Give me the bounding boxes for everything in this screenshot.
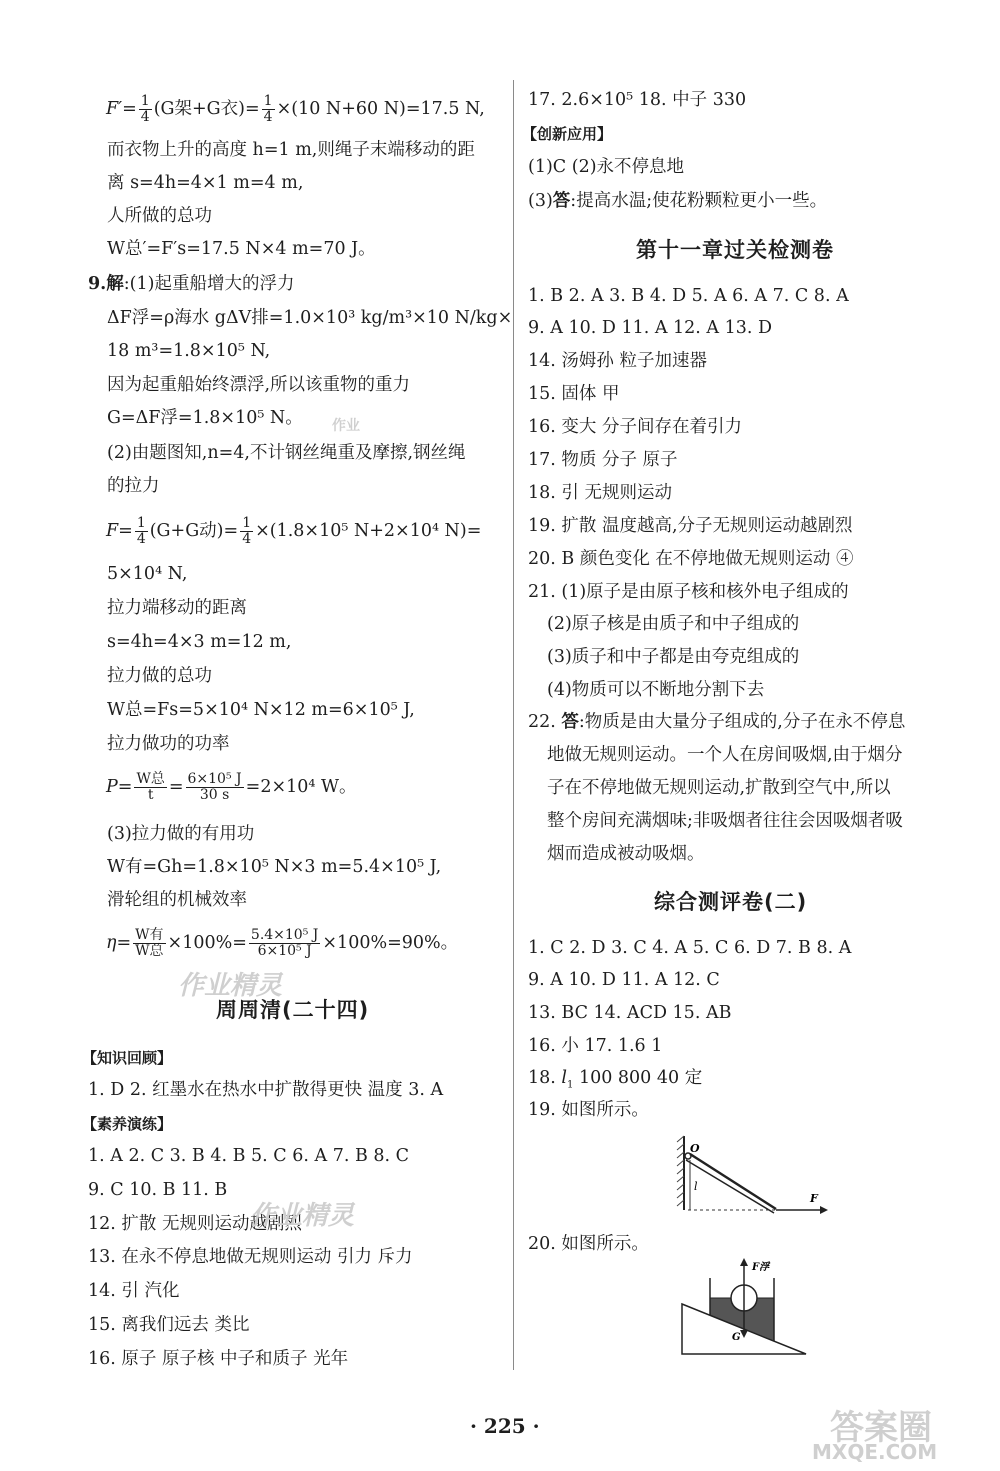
formula-line: F′= $\frac{1}{4}$ (G架+G衣)= $\frac{1}{4}$ ×(10 N+60 N)=17.5 N, [106, 93, 485, 125]
buoyancy-figure [680, 1258, 810, 1358]
text-watermark: 作业精灵 [250, 1201, 355, 1231]
answer-line: 子在不停地做无规则运动,扩散到空气中,所以 [547, 778, 891, 798]
corner-watermark: 答案圈 [830, 1408, 932, 1448]
formula-line: η= $\frac{\text{W有}}{\text{W总}}$ ×100%= $\frac{\text{5.4×10⁵ J}}{\text{6×10⁵ J}}$ ×100%=90%。 [106, 927, 459, 959]
text-line: (2)由题图知,n=4,不计钢丝绳重及摩擦,钢丝绳 [107, 443, 466, 463]
answer-line: 19. 如图所示。 [528, 1100, 649, 1120]
answer-line: 14. 引 汽化 [88, 1281, 180, 1301]
answer-line: 17. 2.6×10⁵ 18. 中子 330 [528, 90, 747, 110]
answer-line: (3)质子和中子都是由夸克组成的 [547, 647, 800, 667]
text-line: 滑轮组的机械效率 [107, 890, 247, 910]
answer-line: (2)原子核是由质子和中子组成的 [547, 614, 800, 634]
formula-line: F= $\frac{1}{4}$ (G+G动)= $\frac{1}{4}$ ×(1.8×10⁵ N+2×10⁴ N)= [106, 515, 482, 547]
text-line: 人所做的总功 [107, 206, 212, 226]
answer-line: 1. C 2. D 3. C 4. A 5. C 6. D 7. B 8. A [528, 938, 852, 958]
answer-line: 13. 在永不停息地做无规则运动 引力 斥力 [88, 1247, 413, 1267]
text-line: 的拉力 [107, 476, 160, 496]
answer-line: 9. C 10. B 11. B [88, 1180, 228, 1200]
answer-line: 22. 答:物质是由大量分子组成的,分子在永不停息 [528, 712, 906, 732]
answer-line: 地做无规则运动。一个人在房间吸烟,由于烟分 [547, 745, 903, 765]
answer-line: 16. 原子 原子核 中子和质子 光年 [88, 1349, 349, 1369]
text-line: W总′=F′s=17.5 N×4 m=70 J。 [107, 239, 376, 259]
answer-line: 18. $l_1$ 100 800 40 定 [528, 1068, 703, 1091]
site-watermark: MXQE.COM [812, 1440, 938, 1464]
answer-line: 16. 变大 分子间存在着引力 [528, 417, 742, 437]
lever-figure [670, 1130, 830, 1220]
answer-line: 整个房间充满烟味;非吸烟者往往会因吸烟者吸 [547, 811, 903, 831]
text-line: 18 m³=1.8×10⁵ N, [107, 341, 271, 361]
arm-label: l [694, 1180, 698, 1193]
formula-line: P= $\frac{\text{W总}}{t}$ = $\frac{\text{6×10⁵ J}}{30 s}$ =2×10⁴ W。 [106, 771, 357, 803]
text-line: 拉力端移动的距离 [107, 598, 247, 618]
column-divider [513, 80, 514, 1370]
answer-line: 18. 引 无规则运动 [528, 483, 672, 503]
answer-line: 15. 固体 甲 [528, 384, 620, 404]
buoyancy-label: F浮 [752, 1262, 770, 1273]
answer-line: 21. (1)原子是由原子核和核外电子组成的 [528, 582, 849, 602]
answer-line: 12. 扩散 无规则运动越剧烈 [88, 1214, 302, 1234]
answer-line: 14. 汤姆孙 粒子加速器 [528, 351, 707, 371]
text-line: 拉力做的总功 [107, 666, 212, 686]
answer-line: 烟而造成被动吸烟。 [547, 844, 705, 864]
text-line: 而衣物上升的高度 h=1 m,则绳子末端移动的距 [107, 140, 475, 160]
answer-line: 9. A 10. D 11. A 12. C [528, 970, 720, 990]
answer-line: 19. 扩散 温度越高,分子无规则运动越剧烈 [528, 516, 853, 536]
stamp-watermark: 作业 [332, 418, 360, 434]
answer-line: (4)物质可以不断地分割下去 [547, 680, 765, 700]
answer-line: 15. 离我们远去 类比 [88, 1315, 250, 1335]
text-line: s=4h=4×3 m=12 m, [107, 632, 292, 652]
answer-line: 9. A 10. D 11. A 12. A 13. D [528, 318, 773, 338]
answer-line: 1. B 2. A 3. B 4. D 5. A 6. A 7. C 8. A [528, 286, 849, 306]
subsection-heading: 【素养演练】 [82, 1115, 173, 1133]
gravity-label: G [732, 1332, 741, 1343]
pivot-label: O [690, 1142, 700, 1155]
answer-line: 20. 如图所示。 [528, 1234, 649, 1254]
answer-line: 1. D 2. 红墨水在热水中扩散得更快 温度 3. A [88, 1080, 444, 1100]
text-line: 5×10⁴ N, [107, 564, 188, 584]
answer-line: 16. 小 17. 1.6 1 [528, 1036, 663, 1056]
answer-line: 17. 物质 分子 原子 [528, 450, 678, 470]
section-title: 第十一章过关检测卷 [636, 238, 834, 262]
text-line: 离 s=4h=4×1 m=4 m, [107, 173, 304, 193]
text-line: 拉力做功的功率 [107, 734, 230, 754]
text-line: ΔF浮=ρ海水 gΔV排=1.0×10³ kg/m³×10 N/kg× [107, 308, 513, 328]
page-number: · 225 · [470, 1414, 540, 1438]
text-line: (3)拉力做的有用功 [107, 824, 255, 844]
answer-line: 1. A 2. C 3. B 4. B 5. C 6. A 7. B 8. C [88, 1146, 410, 1166]
answer-line: (3)答:提高水温;使花粉颗粒更小一些。 [528, 191, 828, 211]
force-label: F [810, 1192, 818, 1205]
text-line: W总=Fs=5×10⁴ N×12 m=6×10⁵ J, [107, 700, 415, 720]
answer-line: 20. B 颜色变化 在不停地做无规则运动 ④ [528, 549, 854, 569]
section-title: 综合测评卷(二) [654, 890, 808, 914]
question-9: 9.解:(1)起重船增大的浮力 [88, 274, 295, 294]
text-watermark: 作业精灵 [178, 971, 283, 1001]
answer-line: 13. BC 14. ACD 15. AB [528, 1003, 732, 1023]
text-line: 因为起重船始终漂浮,所以该重物的重力 [107, 375, 411, 395]
section-title: 周周清(二十四) [216, 998, 370, 1022]
answer-line: (1)C (2)永不停息地 [528, 157, 685, 177]
text-line: G=ΔF浮=1.8×10⁵ N。 [107, 408, 303, 428]
subsection-heading: 【创新应用】 [522, 125, 613, 143]
text-line: W有=Gh=1.8×10⁵ N×3 m=5.4×10⁵ J, [107, 857, 442, 877]
subsection-heading: 【知识回顾】 [82, 1049, 173, 1067]
